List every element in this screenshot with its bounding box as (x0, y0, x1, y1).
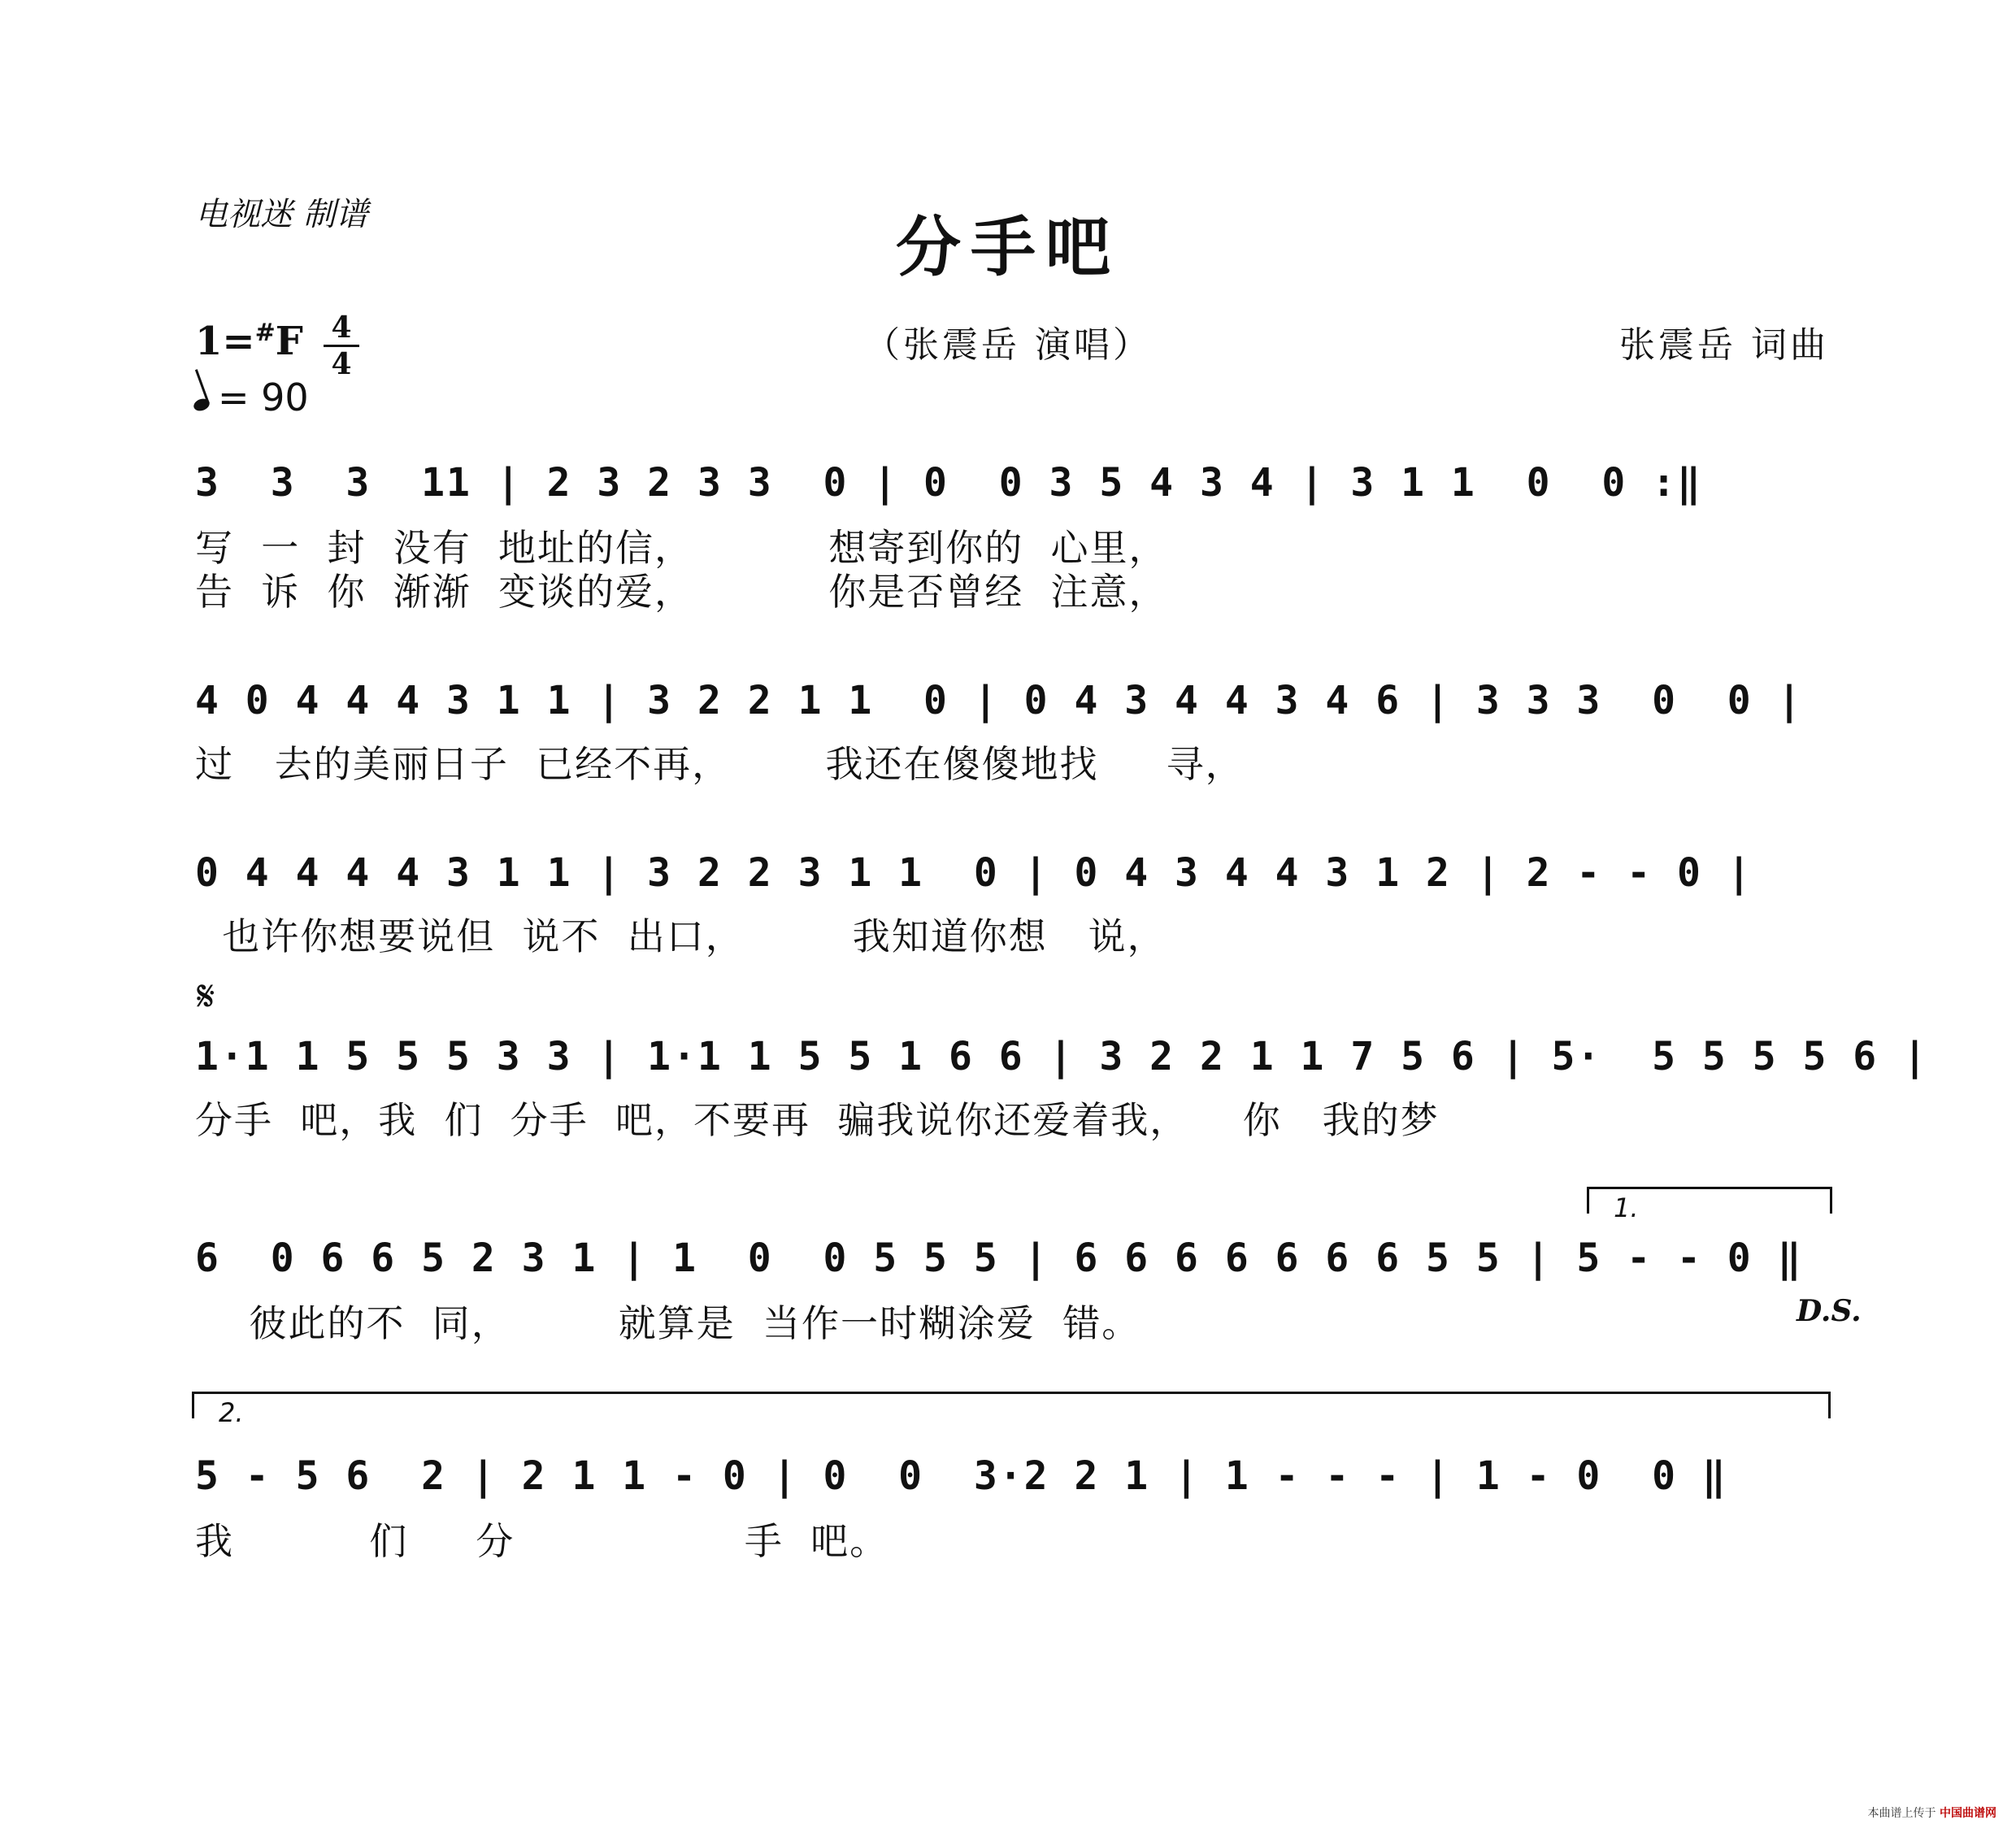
source-footer (1868, 1804, 1996, 1821)
lyrics-line-3: 也许你想要说但 说不 出口， 我知道你想 说， (195, 914, 1167, 958)
footer-text: 本曲谱上传于 (1867, 1807, 1936, 1820)
sharp-sign: # (254, 319, 276, 347)
time-bottom: 4 (331, 347, 352, 381)
notation-line-4: 1·1 1 5 5 5 3 3 | 1·1 1 5 5 1 6 6 | 3 2 2 1 1 7 5 6 | 5· 5 5 5 5 6 | (195, 1034, 1928, 1079)
tempo-value: = 90 (218, 376, 309, 419)
volta-bracket-1 (1587, 1187, 1832, 1223)
notation-line-6: 5 - 5 6 2 | 2 1 1 - 0 | 0 0 3·2 2 1 | 1 - - - | 1 - 0 0 ‖ (195, 1453, 1727, 1499)
volta-label-1: 1. (1614, 1192, 1639, 1223)
arranger-credit: 电视迷 制谱 (195, 196, 368, 233)
lyrics-line-4: 分手 吧，我 们 分手 吧，不要再 骗我说你还爱着我， 你 我的梦 (195, 1098, 1440, 1142)
notation-line-1: 3 3 3 11 | 2 3 2 3 3 0 | 0 0 3 5 4 3 4 | 3 1 1 0 0 :‖ (195, 460, 1702, 506)
notation-line-2: 4 0 4 4 4 3 1 1 | 3 2 2 1 1 0 | 0 4 3 4 4 3 4 6 | 3 3 3 0 0 | (195, 678, 1803, 723)
key-letter: F (275, 319, 303, 364)
quarter-note-icon (192, 397, 211, 413)
tempo-marking (193, 376, 309, 419)
lyrics-line-1b: 告 诉 你 渐渐 变谈的爱， 你是否曾经 注意， (195, 570, 1168, 614)
volta-label-2: 2. (219, 1397, 244, 1428)
lyrics-line-2: 过 去的美丽日子 已经不再， 我还在傻傻地找 寻， (195, 742, 1245, 786)
composer-credit: 张震岳 词曲 (1619, 324, 1829, 366)
segno-sign: 𝄋 (197, 972, 215, 1021)
key-label: 1= (195, 319, 255, 364)
time-top: 4 (331, 311, 352, 345)
lyrics-line-1a: 写 一 封 没有 地址的信， 想寄到你的 心里， (195, 526, 1168, 570)
footer-site: 中国曲谱网 (1940, 1807, 1996, 1820)
song-title: 分手吧 (896, 209, 1120, 285)
dal-segno-marking: D.S. (1797, 1294, 1862, 1328)
notation-line-5: 6 0 6 6 5 2 3 1 | 1 0 0 5 5 5 | 6 6 6 6 6 6 6 5 5 | 5 - - 0 ‖ (195, 1236, 1803, 1281)
lyrics-line-5: 彼此的不 同， 就算是 当作一时糊涂爱 错。 (195, 1301, 1141, 1345)
time-signature (324, 312, 359, 380)
volta-bracket-2 (192, 1392, 1831, 1428)
lyrics-line-6: 我 们 分 手 吧。 (195, 1519, 889, 1563)
key-signature (195, 319, 303, 364)
performer: （张震岳 演唱） (864, 324, 1152, 366)
notation-line-3: 0 4 4 4 4 3 1 1 | 3 2 2 3 1 1 0 | 0 4 3 4 4 3 1 2 | 2 - - 0 | (195, 850, 1753, 896)
